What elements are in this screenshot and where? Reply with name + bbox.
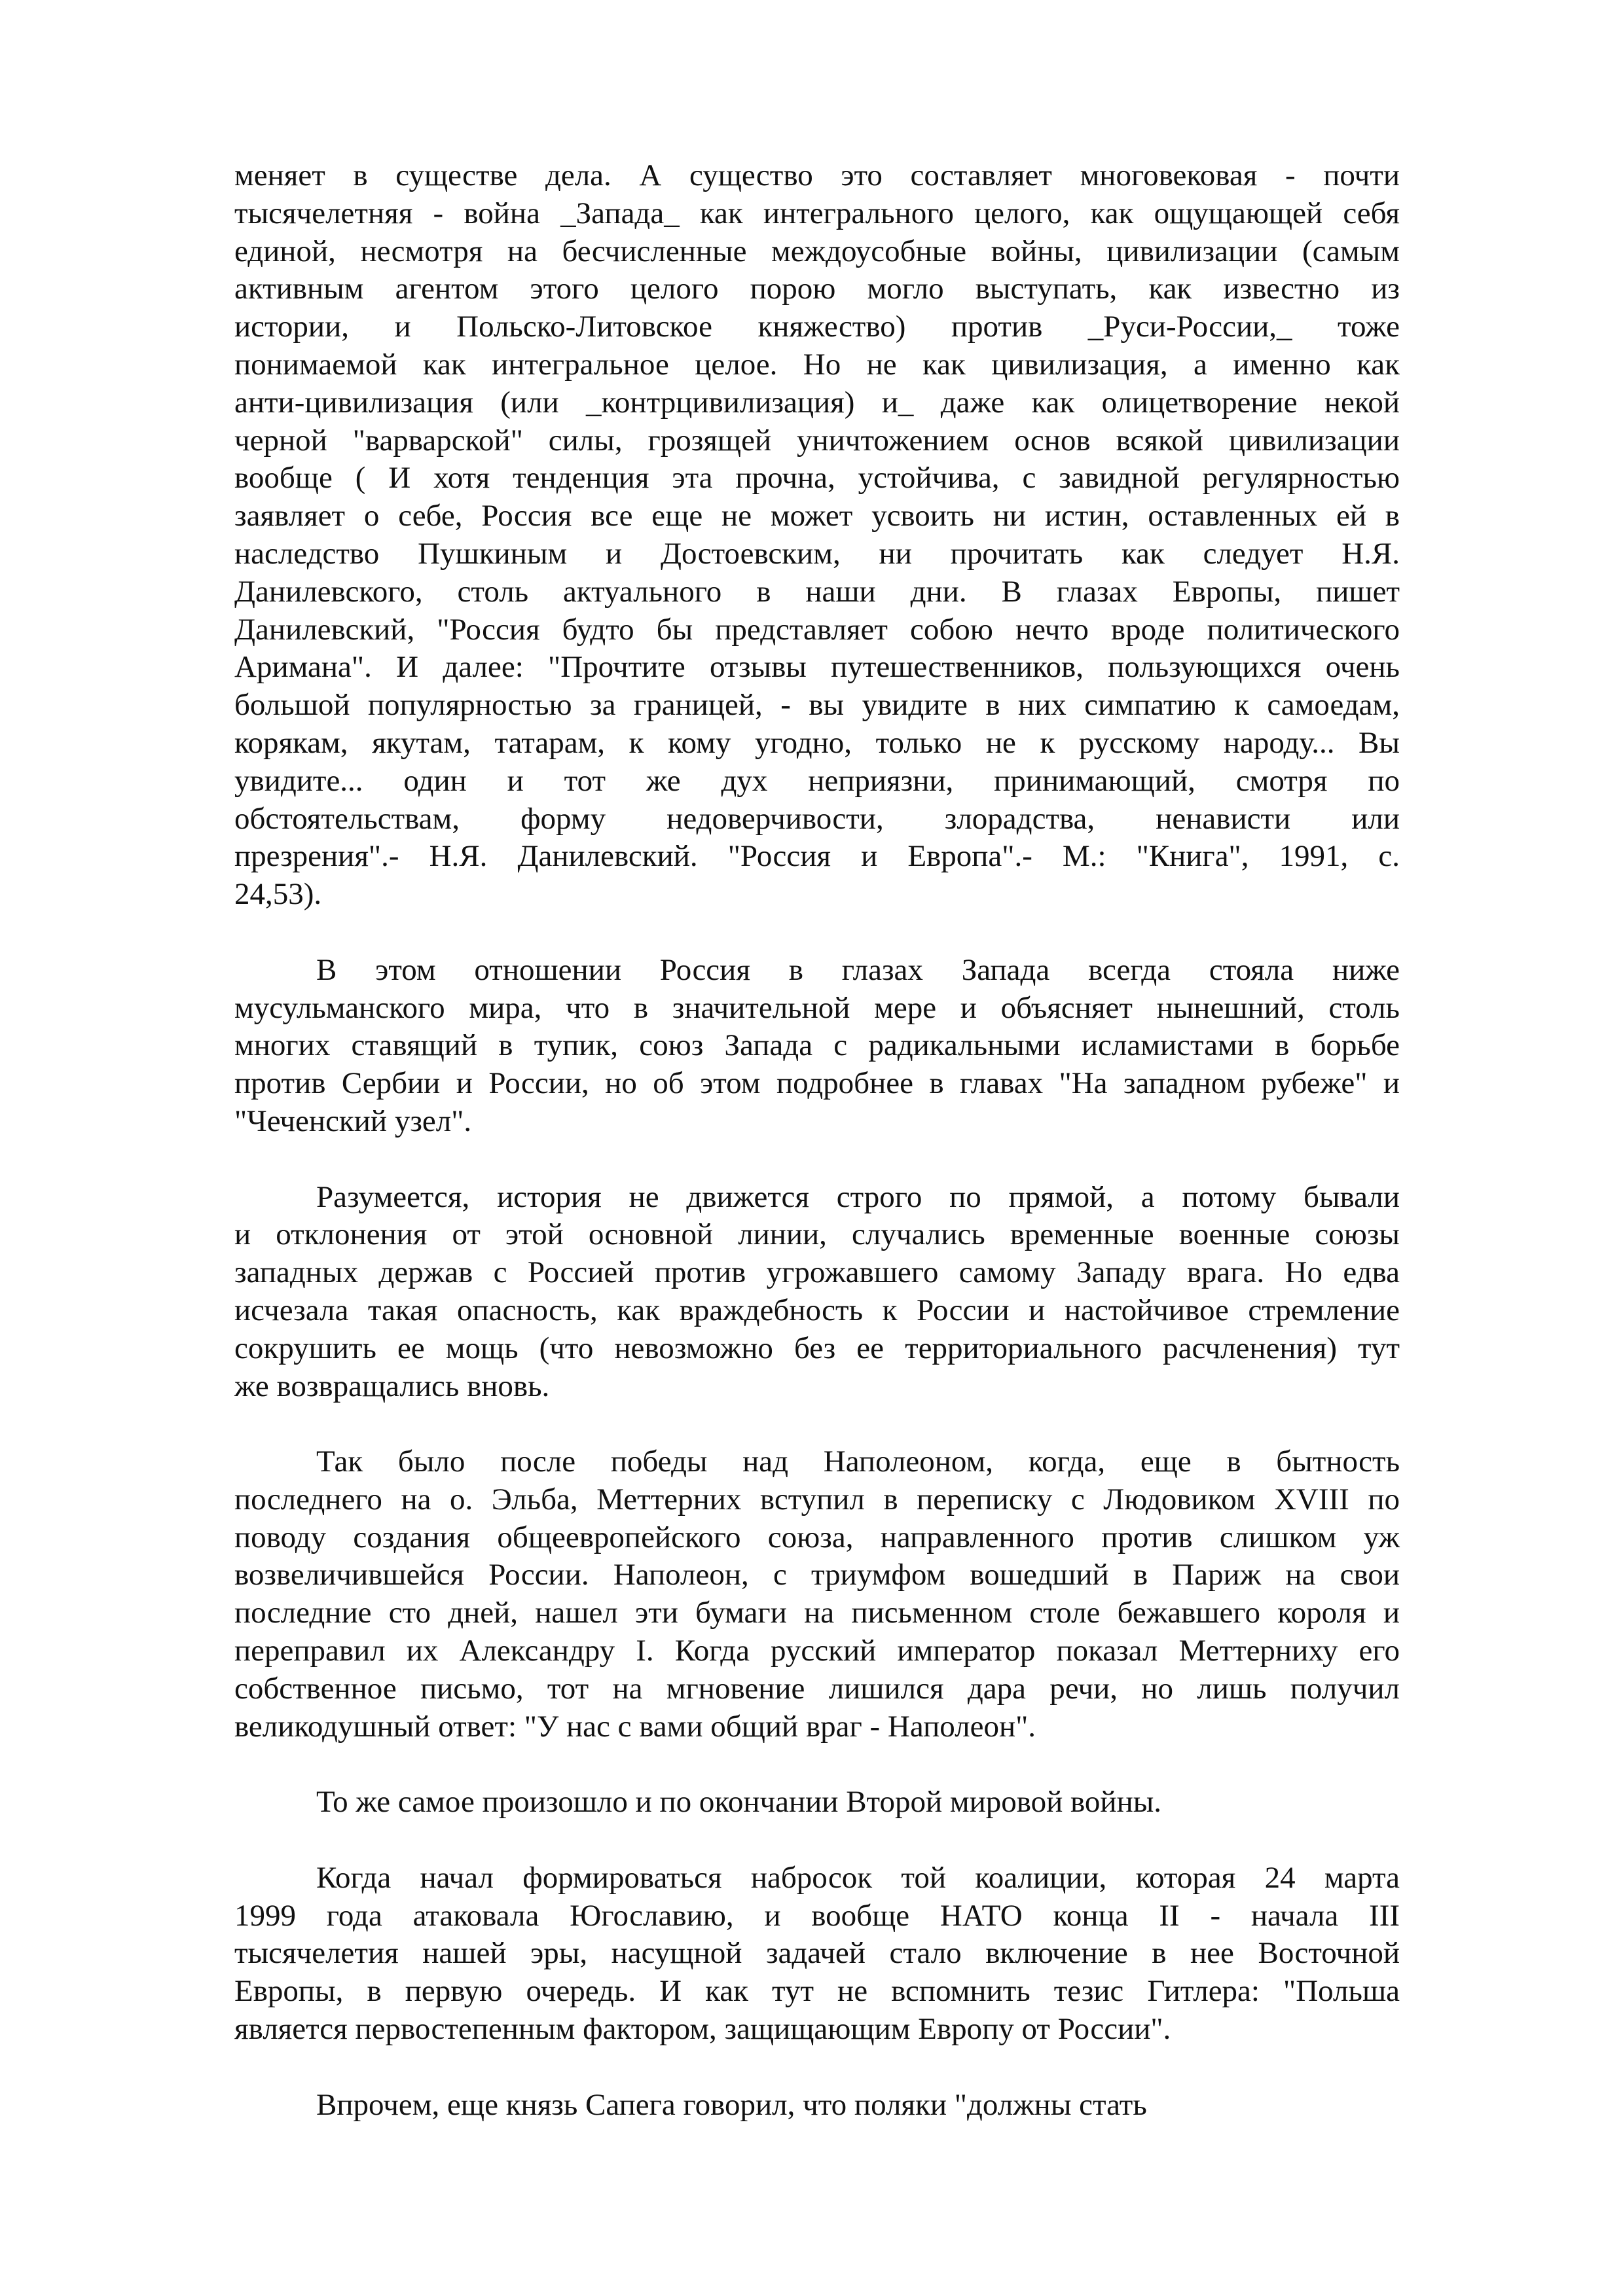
text-line: Так было после победы над Наполеоном, когда, еще в бытность [316, 1444, 1400, 1479]
text-line: против Сербии и России, но об этом подробнее в главах "На западном рубеже" и [234, 1066, 1400, 1101]
paragraph-gap [234, 1746, 1400, 1784]
paragraph [234, 1784, 1400, 1821]
text-line: Разумеется, история не движется строго по прямой, а потому бывали [316, 1179, 1400, 1214]
text-line: Аримана". И далее: "Прочтите отзывы путешественников, пользующихся очень [234, 650, 1400, 685]
text-line: единой, несмотря на бесчисленные междоусобные войны, цивилизации (самым [234, 234, 1400, 268]
text-line: тысячелетия нашей эры, насущной задачей стало включение в нее Восточной [234, 1936, 1400, 1971]
text-line: понимаемой как интегральное целое. Но не как цивилизация, а именно как [234, 347, 1400, 382]
text-line: многих ставящий в тупик, союз Запада с радикальными исламистами в борьбе [234, 1028, 1400, 1063]
text-line: Когда начал формироваться набросок той коалиции, которая 24 марта [316, 1860, 1400, 1895]
text-line: 24,53). [234, 877, 322, 912]
text-line: Впрочем, еще князь Сапега говорил, что поляки "должны стать [316, 2087, 1147, 2122]
paragraph [234, 157, 1400, 914]
text-line: большой популярностью за границей, - вы увидите в них симпатию к самоедам, [234, 688, 1400, 723]
text-line: 1999 года атаковала Югославию, и вообще НАТО конца II - начала III [234, 1898, 1400, 1933]
paragraph [234, 952, 1400, 1141]
text-line: сокрушить ее мощь (что невозможно без ее территориального расчленения) тут [234, 1331, 1400, 1365]
text-line: же возвращались вновь. [234, 1369, 550, 1403]
text-line: То же самое произошло и по окончании Второй мировой войны. [316, 1785, 1162, 1820]
text-line: меняет в существе дела. А существо это составляет многовековая - почти [234, 158, 1400, 192]
text-line: западных держав с Россией против угрожавшего самому Западу врага. Но едва [234, 1255, 1400, 1290]
text-line: и отклонения от этой основной линии, случались временные военные союзы [234, 1217, 1400, 1252]
text-line: "Чеченский узел". [234, 1103, 472, 1138]
text-line: черной "варварской" силы, грозящей уничтожением основ всякой цивилизации [234, 423, 1400, 457]
text-line: мусульманского мира, что в значительной мере и объясняет нынешний, столь [234, 990, 1400, 1025]
text-line: собственное письмо, тот на мгновение лишился дара речи, но лишь получил [234, 1671, 1400, 1706]
text-line: переправил их Александру I. Когда русский император показал Меттерниху его [234, 1634, 1400, 1668]
paragraph-gap [234, 2049, 1400, 2087]
text-line: наследство Пушкиным и Достоевским, ни прочитать как следует Н.Я. [234, 536, 1400, 571]
text-line: поводу создания общеевропейского союза, направленного против слишком уж [234, 1520, 1400, 1554]
text-line: корякам, якутам, татарам, к кому угодно, только не к русскому народу... Вы [234, 725, 1400, 760]
paragraph-gap [234, 1141, 1400, 1179]
text-line: последнего на о. Эльба, Меттерних вступил в переписку с Людовиком XVIII по [234, 1482, 1400, 1516]
text-line: истории, и Польско-Литовское княжество) против _Руси-России,_ тоже [234, 310, 1400, 344]
paragraph-gap [234, 914, 1400, 952]
text-line: активным агентом этого целого порою могло выступать, как известно из [234, 272, 1400, 306]
text-line: презрения".- Н.Я. Данилевский. "Россия и Европа".- М.: "Книга", 1991, с. [234, 839, 1400, 874]
paragraph [234, 1443, 1400, 1746]
paragraph [234, 2087, 1400, 2125]
paragraph [234, 1179, 1400, 1406]
paragraph [234, 1859, 1400, 2049]
text-line: обстоятельствам, форму недоверчивости, злорадства, ненависти или [234, 801, 1400, 836]
text-line: исчезала такая опасность, как враждебность к России и настойчивое стремление [234, 1293, 1400, 1327]
text-line: великодушный ответ: "У нас с вами общий враг - Наполеон". [234, 1709, 1036, 1744]
paragraph-gap [234, 1405, 1400, 1443]
text-line: тысячелетняя - война _Запада_ как интегрального целого, как ощущающей себя [234, 196, 1400, 230]
text-line: Данилевский, "Россия будто бы представляет собою нечто вроде политического [234, 612, 1400, 647]
text-line: Данилевского, столь актуального в наши дни. В глазах Европы, пишет [234, 574, 1400, 609]
text-line: последние сто дней, нашел эти бумаги на письменном столе бежавшего короля и [234, 1596, 1400, 1630]
text-line: вообще ( И хотя тенденция эта прочна, устойчива, с завидной регулярностью [234, 461, 1400, 495]
text-line: увидите... один и тот же дух неприязни, принимающий, смотря по [234, 763, 1400, 798]
text-line: является первостепенным фактором, защищающим Европу от России". [234, 2012, 1171, 2047]
text-line: заявляет о себе, Россия все еще не может усвоить ни истин, оставленных ей в [234, 499, 1400, 533]
text-line: В этом отношении Россия в глазах Запада всегда стояла ниже [316, 952, 1400, 987]
text-line: возвеличившейся России. Наполеон, с триумфом вошедший в Париж на свои [234, 1558, 1400, 1592]
document-body [234, 157, 1400, 2124]
text-line: анти-цивилизация (или _контрцивилизация) и_ даже как олицетворение некой [234, 385, 1400, 420]
text-line: Европы, в первую очередь. И как тут не вспомнить тезис Гитлера: "Польша [234, 1974, 1400, 2009]
paragraph-gap [234, 1821, 1400, 1859]
